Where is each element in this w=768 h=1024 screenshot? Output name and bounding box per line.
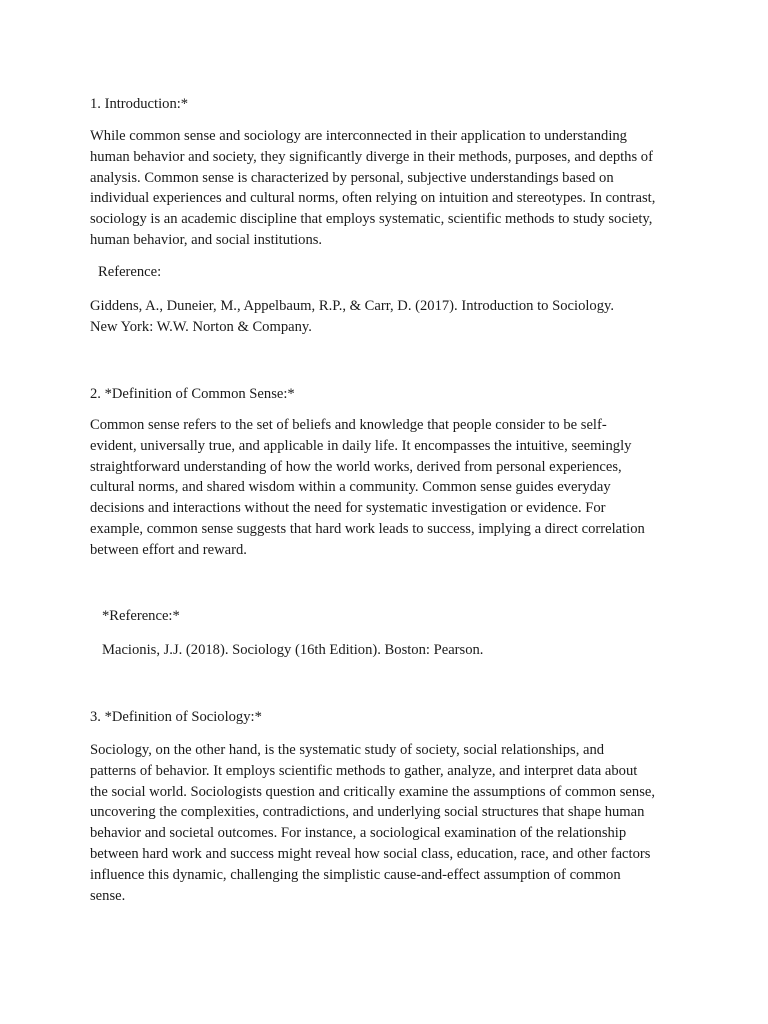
- reference-text-common-sense: Macionis, J.J. (2018). Sociology (16th Edition). Boston: Pearson.: [102, 642, 484, 658]
- section-body-common-sense: Common sense refers to the set of beliefs and knowledge that people consider to be self- evident, universally true, and applicable in daily life. It encompasses the intuitive, seemingly straightforward understanding of how the world works, derived from personal experiences, cultural norms, and shared wisdom within a community. Common sense guides everyday decisions and interactions without the need for systematic investigation or evidence. For example, common sense suggests that hard work leads to success, implying a direct correlation between effort and reward.: [90, 417, 645, 558]
- reference-label-introduction: Reference:: [98, 264, 162, 280]
- reference-label-common-sense: *Reference:*: [102, 608, 180, 624]
- section-heading-introduction: 1. Introduction:*: [90, 96, 189, 112]
- section-heading-common-sense: 2. *Definition of Common Sense:*: [90, 386, 295, 402]
- reference-text-introduction: Giddens, A., Duneier, M., Appelbaum, R.P., & Carr, D. (2017). Introduction to Sociology. New York: W.W. Norton & Company.: [90, 298, 615, 335]
- section-heading-sociology: 3. *Definition of Sociology:*: [90, 709, 262, 725]
- section-body-sociology: Sociology, on the other hand, is the systematic study of society, social relationships, and patterns of behavior. It employs scientific methods to gather, analyze, and interpret data about the social world. Sociologists question and critically examine the assumptions of common sense, uncovering the complexities, contradictions, and underlying social structures that shape human behavior and societal outcomes. For instance, a sociological examination of the relationship between hard work and success might reveal how social class, education, race, and other factors influence this dynamic, challenging the simplistic cause-and-effect assumption of common sense.: [90, 742, 656, 904]
- section-body-introduction: While common sense and sociology are interconnected in their application to understanding human behavior and society, they significantly diverge in their methods, purposes, and depths of analysis. Common sense is characterized by personal, subjective understandings based on individual experiences and cultural norms, often relying on intuition and stereotypes. In contrast, sociology is an academic discipline that employs systematic, scientific methods to study society, human behavior, and social institutions.: [90, 128, 656, 248]
